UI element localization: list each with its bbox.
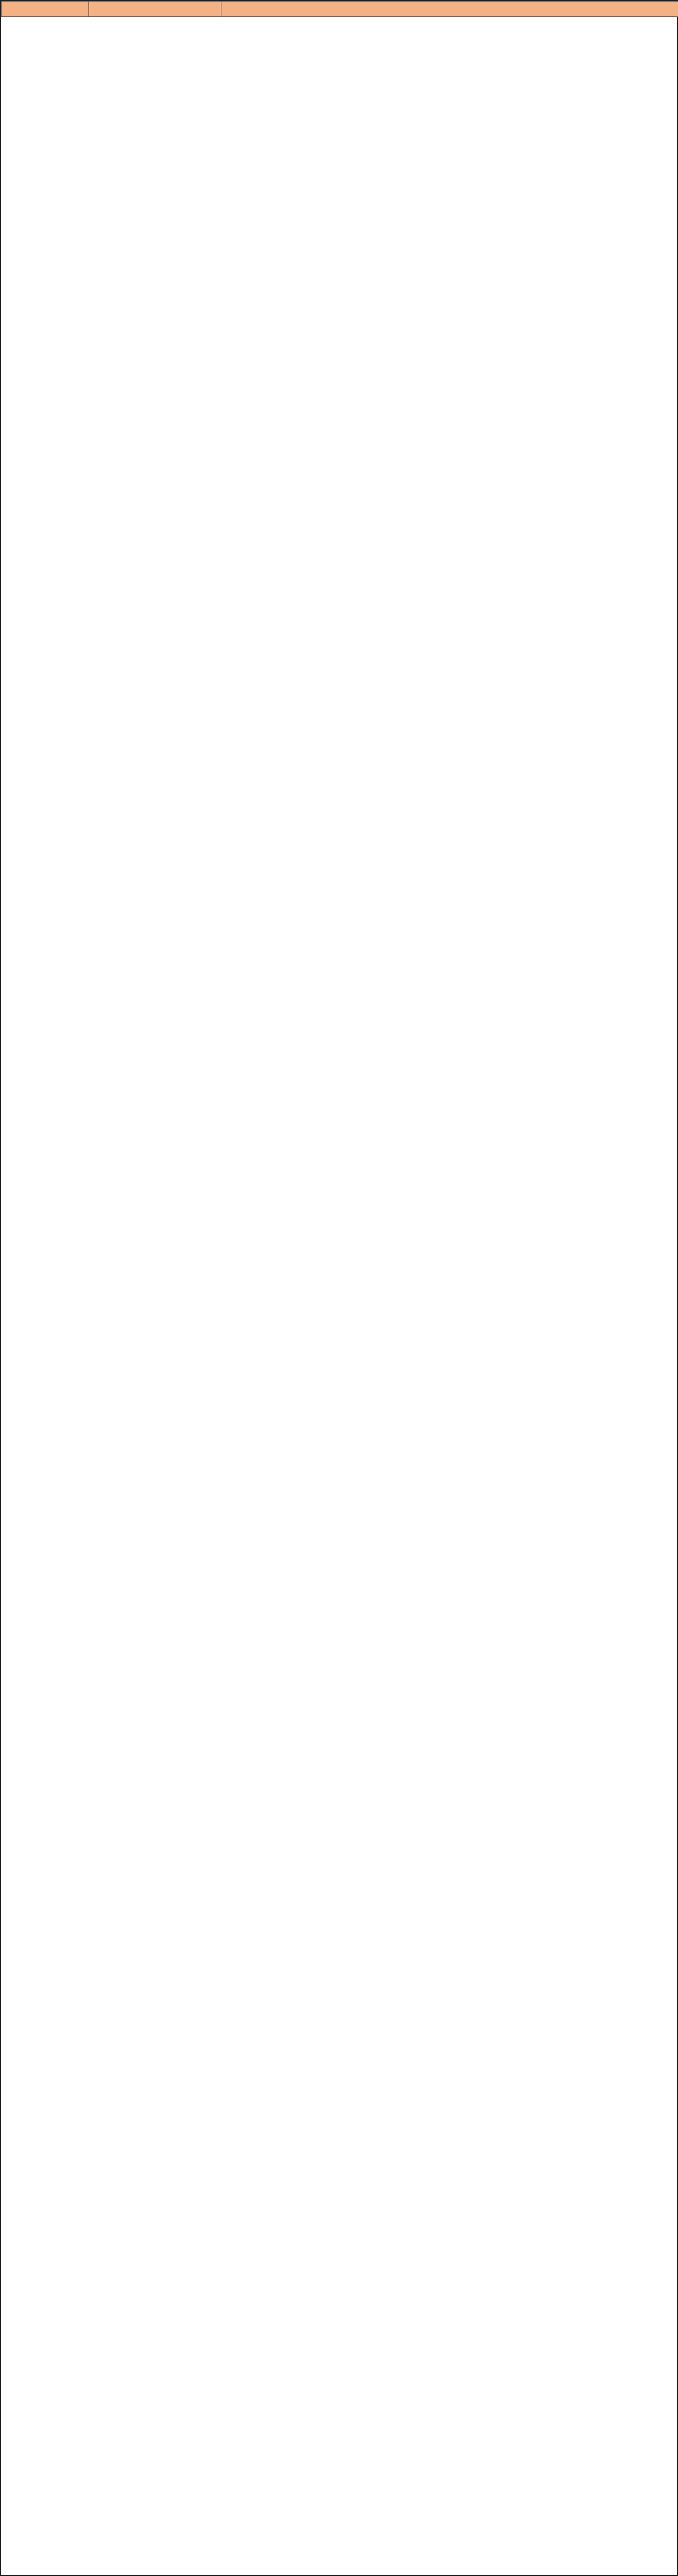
header-talent — [221, 2, 678, 17]
header-major — [89, 2, 221, 17]
table-header — [2, 2, 678, 17]
admissions-table — [1, 1, 678, 17]
table-header-row — [2, 2, 678, 17]
header-college — [2, 2, 89, 17]
